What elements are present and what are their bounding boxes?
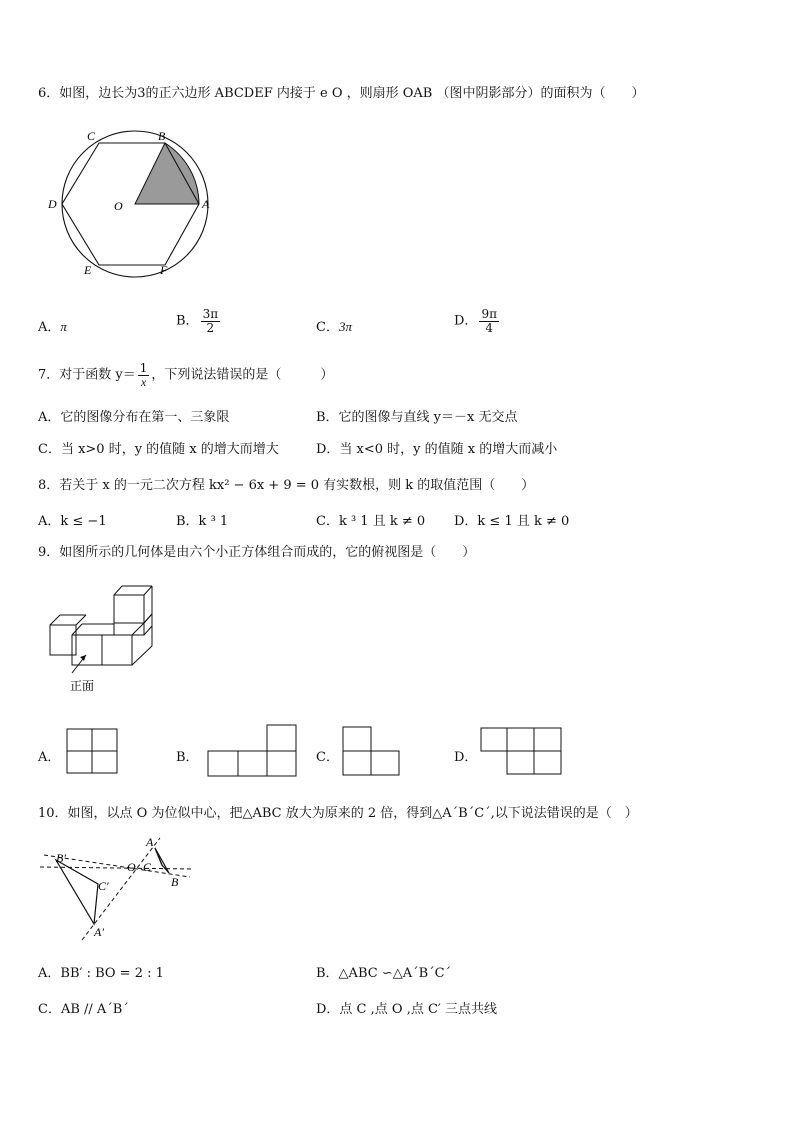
q10-option-b[interactable]: B．△ABC ∽△A´B´C´ bbox=[316, 966, 452, 981]
q10-homothety-figure bbox=[38, 832, 198, 944]
point-b-label: B bbox=[171, 875, 179, 889]
q8-stem: 8．若关于 x 的一元二次方程 kx² − 6x + 9 = 0 有实数根，则 k 的取值范围（ ） bbox=[38, 478, 535, 493]
shaded-sector-oab bbox=[135, 143, 199, 204]
point-a-label: A bbox=[146, 835, 154, 849]
point-c-label: C bbox=[143, 860, 152, 874]
q8-option-c[interactable]: C．k ³ 1 且 k ≠ 0 bbox=[316, 514, 426, 529]
q6-option-b[interactable]: B． $\frac{3\pi}{2}$ bbox=[176, 307, 219, 335]
q10-option-d[interactable]: D．点 C ,点 O ,点 C′ 三点共线 bbox=[316, 1002, 497, 1017]
q8-option-a[interactable]: A．k ≤ −1 bbox=[38, 514, 107, 529]
q9-option-a-label[interactable]: A． bbox=[38, 750, 61, 765]
point-c-label: C bbox=[87, 129, 96, 143]
q10-stem: 10．如图，以点 O 为位似中心，把△ABC 放大为原来的 2 倍，得到△A´B´C´,以下说法错误的是（ ） bbox=[38, 806, 638, 821]
point-c2-label: C′ bbox=[98, 879, 109, 893]
q7-option-c[interactable]: C．当 x>0 时，y 的值随 x 的增大而增大 bbox=[38, 442, 279, 457]
q6-stem: 6．如图，边长为3的正六边形 ABCDEF 内接于 e O ，则扇形 OAB （图中阴影部分）的面积为（ ） bbox=[38, 86, 645, 101]
point-o-label: O bbox=[114, 199, 123, 213]
q9-cube-solid-figure bbox=[44, 578, 164, 698]
triangle-a2b2c2 bbox=[56, 860, 98, 924]
q9-stem: 9．如图所示的几何体是由六个小正方体组合而成的，它的俯视图是（ ） bbox=[38, 545, 476, 560]
point-d-label: D bbox=[48, 197, 57, 211]
q9-option-d-label[interactable]: D． bbox=[454, 750, 478, 765]
q7-option-d[interactable]: D．当 x<0 时，y 的值随 x 的增大而减小 bbox=[316, 442, 558, 457]
q10-option-a[interactable]: A．BB′ : BO = 2 : 1 bbox=[38, 966, 164, 981]
q7-stem: 7．对于函数 y＝ $\frac{1}{x}$ ，下列说法错误的是（ ） bbox=[38, 361, 334, 389]
point-f-label: F bbox=[160, 263, 168, 277]
q9-option-b-view[interactable] bbox=[207, 724, 299, 778]
q9-option-c-label[interactable]: C． bbox=[316, 750, 339, 765]
q9-option-d-view[interactable] bbox=[480, 727, 564, 777]
point-e-label: E bbox=[84, 263, 92, 277]
point-b2-label: B′ bbox=[56, 851, 66, 865]
q6-option-c[interactable]: C．3π bbox=[316, 319, 352, 335]
q7-option-a[interactable]: A．它的图像分布在第一、三象限 bbox=[38, 410, 230, 425]
q9-option-a-view[interactable] bbox=[66, 728, 120, 776]
front-label: 正面 bbox=[70, 679, 95, 693]
q9-option-b-label[interactable]: B． bbox=[176, 750, 199, 765]
point-a-label: A bbox=[202, 197, 210, 211]
q9-option-c-view[interactable] bbox=[342, 726, 402, 778]
q7-option-b[interactable]: B．它的图像与直线 y＝－x 无交点 bbox=[316, 410, 518, 425]
q6-hexagon-figure bbox=[42, 128, 224, 280]
q10-option-c[interactable]: C．AB // A´B´ bbox=[38, 1002, 129, 1017]
q8-option-b[interactable]: B．k ³ 1 bbox=[176, 514, 229, 529]
point-o-label: O bbox=[127, 860, 136, 874]
q6-option-d[interactable]: D． $\frac{9\pi}{4}$ bbox=[454, 307, 497, 335]
q6-option-a[interactable]: A．π bbox=[38, 319, 67, 335]
point-a2-label: A′ bbox=[94, 925, 104, 939]
q8-option-d[interactable]: D．k ≤ 1 且 k ≠ 0 bbox=[454, 514, 570, 529]
point-b-label: B bbox=[158, 129, 166, 143]
